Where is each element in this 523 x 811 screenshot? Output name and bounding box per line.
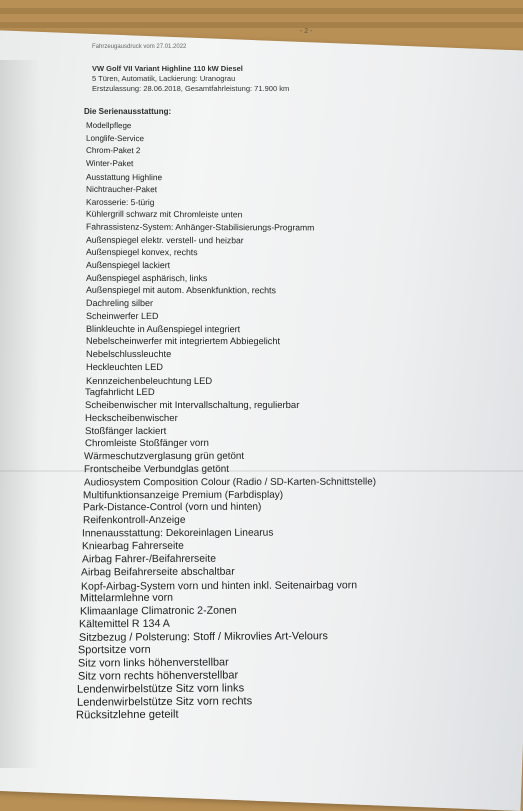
equipment-item: Kältemittel R 134 A <box>79 617 171 631</box>
vehicle-registration: Erstzulassung: 28.06.2018, Gesamtfahrleistung: 71.900 km <box>92 84 290 93</box>
equipment-item: Außenspiegel konvex, rechts <box>86 247 198 258</box>
paper-fold <box>0 470 523 472</box>
equipment-item: Stoßfänger lackiert <box>84 425 167 437</box>
equipment-item: Kopf-Airbag-System vorn und hinten inkl. Seitenairbag vorn <box>80 578 357 593</box>
equipment-item: Sportsitze vorn <box>78 643 152 657</box>
equipment-item: Kniearbag Fahrerseite <box>81 540 184 553</box>
equipment-item: Chromleiste Stoßfänger vorn <box>84 438 209 450</box>
equipment-item: Kennzeichenbeleuchtung LED <box>85 374 212 386</box>
equipment-item: Ausstattung Highline <box>86 171 163 182</box>
equipment-item: Frontscheibe Verbundglas getönt <box>83 463 229 476</box>
page-number: - 2 - <box>300 28 313 35</box>
equipment-item: Außenspiegel lackiert <box>86 259 171 271</box>
equipment-item: Dachreling silber <box>86 298 154 309</box>
equipment-item: Tagfahrlicht LED <box>85 387 156 399</box>
equipment-item: Karosserie: 5-türig <box>86 196 155 207</box>
equipment-item: Sitz vorn links höhenverstellbar <box>77 656 229 670</box>
vehicle-header <box>92 44 289 94</box>
equipment-item: Heckscheibenwischer <box>84 412 178 424</box>
equipment-item: Sitzbezug / Polsterung: Stoff / Mikrovlies Art-Velours <box>78 630 328 644</box>
equipment-item: Audiosystem Composition Colour (Radio / SD-Karten-Schnittstelle) <box>83 476 376 489</box>
print-date: Fahrzeugausdruck vom 27.01.2022 <box>92 44 187 50</box>
equipment-item: Kühlergrill schwarz mit Chromleiste unten <box>86 209 243 220</box>
equipment-item: Winter-Paket <box>86 158 134 168</box>
equipment-item: Airbag Fahrer-/Beifahrerseite <box>81 553 216 566</box>
equipment-item: Wärmeschutzverglasung grün getönt <box>84 451 245 463</box>
equipment-item: Modellpflege <box>85 120 132 131</box>
equipment-item: Außenspiegel mit autom. Absenkfunktion, rechts <box>86 285 277 296</box>
equipment-item: Chrom-Paket 2 <box>86 146 141 156</box>
equipment-item: Multifunktionsanzeige Premium (Farbdisplay) <box>83 489 284 501</box>
equipment-item: Klimaanlage Climatronic 2-Zonen <box>79 604 237 618</box>
equipment-item: Scheinwerfer LED <box>86 310 159 321</box>
equipment-item: Heckleuchten LED <box>85 361 163 372</box>
paper-shadow <box>0 60 40 768</box>
vehicle-title: VW Golf VII Variant Highline 110 kW Diesel <box>92 64 243 73</box>
equipment-item: Mittelarmlehne vorn <box>80 592 174 605</box>
equipment-item: Nebelschlussleuchte <box>85 348 172 360</box>
equipment-item: Airbag Beifahrerseite abschaltbar <box>81 566 235 578</box>
table-grain <box>0 22 523 28</box>
equipment-item: Sitz vorn rechts höhenverstellbar <box>77 669 238 683</box>
equipment-item: Blinkleuchte in Außenspiegel integriert <box>86 323 241 334</box>
vehicle-details: 5 Türen, Automatik, Lackierung: Uranograu <box>92 74 236 83</box>
equipment-item: Longlife-Service <box>86 133 145 143</box>
section-title: Die Serienausstattung: <box>84 107 172 116</box>
table-grain <box>0 8 523 14</box>
equipment-item: Innenausstattung: Dekoreinlagen Linearus <box>82 527 274 540</box>
equipment-item: Außenspiegel asphärisch, links <box>86 272 208 283</box>
equipment-item: Scheibenwischer mit Intervallschaltung, regulierbar <box>85 399 300 412</box>
equipment-item: Fahrassistenz-System: Anhänger-Stabilisierungs-Programm <box>86 221 315 233</box>
equipment-item: Nichtraucher-Paket <box>86 183 158 195</box>
equipment-item: Nebelscheinwerfer mit integriertem Abbiegelicht <box>85 336 281 347</box>
equipment-item: Außenspiegel elektr. verstell- und heizbar <box>86 234 244 245</box>
equipment-item: Park-Distance-Control (vorn und hinten) <box>82 502 262 514</box>
equipment-item: Reifenkontroll-Anzeige <box>82 514 186 527</box>
equipment-item: Lendenwirbelstütze Sitz vorn links <box>76 682 245 696</box>
equipment-item: Rücksitzlehne geteilt <box>75 708 179 722</box>
equipment-item: Lendenwirbelstütze Sitz vorn rechts <box>76 694 252 709</box>
